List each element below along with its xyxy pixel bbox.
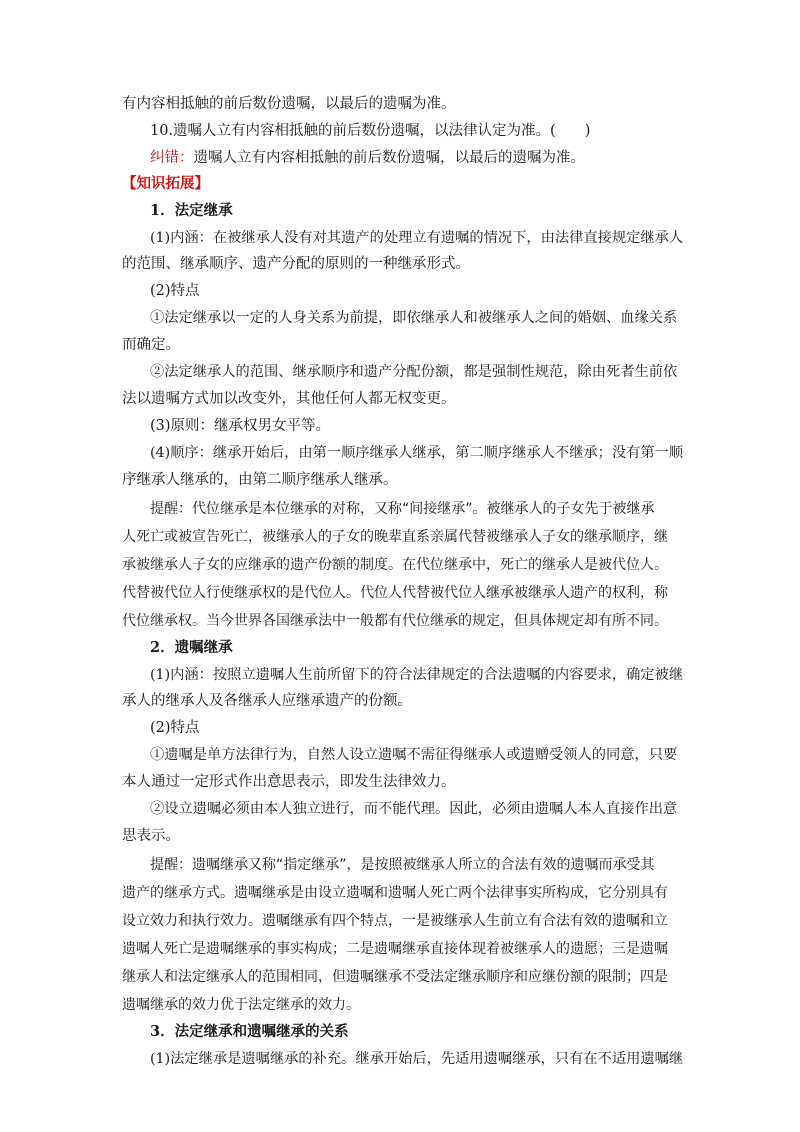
text-line: 本人通过一定形式作出意思表示，即发生法律效力。: [122, 774, 456, 790]
text-line: 的范围、继承顺序、遗产分配的原则的一种继承形式。: [122, 256, 470, 272]
text-line: 序继承人继承的，由第二顺序继承人继承。: [122, 472, 398, 488]
text-line: 有内容相抵触的前后数份遗嘱，以最后的遗嘱为准。: [122, 96, 456, 112]
text-line: (1)内涵：在被继承人没有对其遗产的处理立有遗嘱的情况下，由法律直接规定继承人: [150, 230, 684, 246]
tip-line: 人死亡或被宣告死亡，被继承人的子女的晚辈直系亲属代替被继承人子女的继承顺序，继: [122, 529, 668, 545]
tip-line: 承被继承人子女的应继承的遗产份额的制度。在代位继承中，死亡的继承人是被代位人。: [122, 557, 668, 573]
tip-line: 继承人和法定继承人的范围相同，但遗嘱继承不受法定继承顺序和应继份额的限制；四是: [122, 969, 668, 985]
heading-3: 3．法定继承和遗嘱继承的关系: [150, 1023, 349, 1040]
tip-line: 设立效力和执行效力。遗嘱继承有四个特点，一是被继承人生前立有合法有效的遗嘱和立: [122, 913, 668, 929]
text-line: ①法定继承以一定的人身关系为前提，即依继承人和被继承人之间的婚姻、血缘关系: [150, 310, 678, 326]
section-heading: 【知识拓展】: [122, 176, 209, 192]
heading-1: 1．法定继承: [150, 202, 233, 219]
text-line: 承人的继承人及各继承人应继承遗产的份额。: [122, 693, 412, 709]
text-line: 而确定。: [122, 337, 180, 353]
text-line: (2)特点: [150, 283, 200, 299]
text-line: (1)内涵：按照立遗嘱人生前所留下的符合法律规定的合法遗嘱的内容要求，确定被继: [150, 667, 684, 683]
tip-line: 提醒：代位继承是本位继承的对称，又称“间接继承”。被继承人的子女先于被继承: [150, 501, 655, 517]
text-line: (4)顺序：继承开始后，由第一顺序继承人继承，第二顺序继承人不继承；没有第一顺: [150, 445, 684, 461]
heading-2: 2．遗嘱继承: [150, 639, 233, 656]
text-line: ①遗嘱是单方法律行为，自然人设立遗嘱不需征得继承人或遗赠受领人的同意，只要: [150, 747, 678, 763]
tip-line: 遗嘱人死亡是遗嘱继承的事实构成；二是遗嘱继承直接体现着被继承人的遗愿；三是遗嘱: [122, 941, 668, 957]
text-line: ②法定继承人的范围、继承顺序和遗产分配份额，都是强制性规范，除由死者生前依: [150, 364, 678, 380]
tip-line: 代位继承权。当今世界各国继承法中一般都有代位继承的规定，但具体规定却有所不同。: [122, 613, 668, 629]
tip-line: 代替被代位人行使继承权的是代位人。代位人代替被代位人继承被继承人遗产的权利，称: [122, 585, 668, 601]
question-10: 10.遗嘱人立有内容相抵触的前后数份遗嘱，以法律认定为准。( ): [150, 123, 591, 139]
text-line: (2)特点: [150, 720, 200, 736]
text-line: 思表示。: [122, 828, 180, 844]
text-line: (1)法定继承是遗嘱继承的补充。继承开始后，先适用遗嘱继承，只有在不适用遗嘱继: [150, 1051, 684, 1067]
correction-label: 纠错：: [150, 150, 194, 166]
text-line: (3)原则：继承权男女平等。: [150, 418, 331, 434]
tip-line: 提醒：遗嘱继承又称“指定继承”，是按照被继承人所立的合法有效的遗嘱而承受其: [150, 857, 655, 873]
correction-line: [150, 148, 682, 168]
text-line: 法以遗嘱方式加以改变外，其他任何人都无权变更。: [122, 391, 456, 407]
tip-line: 遗产的继承方式。遗嘱继承是由设立遗嘱和遗嘱人死亡两个法律事实所构成，它分别具有: [122, 885, 668, 901]
text-line: ②设立遗嘱必须由本人独立进行，而不能代理。因此，必须由遗嘱人本人直接作出意: [150, 801, 678, 817]
correction-text: 遗嘱人立有内容相抵触的前后数份遗嘱，以最后的遗嘱为准。: [193, 150, 585, 166]
tip-line: 遗嘱继承的效力优于法定继承的效力。: [122, 997, 360, 1013]
